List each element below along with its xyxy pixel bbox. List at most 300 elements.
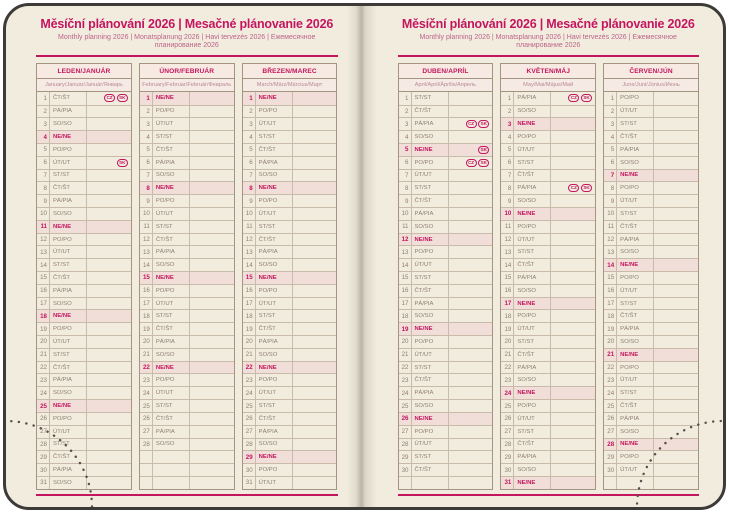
day-row: [604, 412, 698, 425]
day-row: [399, 92, 493, 105]
day-note-cell: [293, 400, 337, 412]
day-number: 7: [501, 170, 514, 182]
day-label: NE/NE: [153, 92, 190, 105]
day-number: 15: [37, 272, 50, 284]
day-label: PO/PO: [256, 464, 293, 476]
day-label: NE/NE: [514, 118, 551, 130]
day-label: SO/SO: [153, 439, 190, 451]
day-row: [37, 233, 131, 246]
day-label: PO/PO: [617, 92, 654, 105]
day-label: SO/SO: [256, 439, 293, 451]
day-note-cell: [87, 349, 131, 361]
day-label: NE/NE: [514, 208, 551, 220]
day-row: [37, 258, 131, 271]
day-note-cell: [449, 195, 493, 207]
day-note-cell: [190, 439, 234, 451]
day-number: 6: [604, 157, 617, 169]
day-label: NE/NE: [514, 477, 551, 489]
day-number: 5: [243, 144, 256, 156]
day-label: ÚT/UT: [153, 118, 190, 130]
day-number: 17: [243, 298, 256, 310]
day-row: [37, 130, 131, 143]
day-label: PO/PO: [256, 106, 293, 118]
day-note-cell: [551, 195, 595, 207]
day-number: 20: [604, 336, 617, 348]
day-label: SO/SO: [412, 221, 449, 233]
day-note-cell: [449, 221, 493, 233]
day-row: [243, 425, 337, 438]
day-row: [37, 309, 131, 322]
day-number: 27: [37, 426, 50, 438]
day-label: SO/SO: [617, 336, 654, 348]
day-number: 10: [399, 208, 412, 220]
day-number: 13: [243, 246, 256, 258]
day-row: [501, 245, 595, 258]
day-number: 24: [37, 387, 50, 399]
day-note-cell: [449, 464, 493, 476]
day-label: ÚT/UT: [514, 413, 551, 425]
day-row: [501, 373, 595, 386]
day-label: ST/ST: [50, 259, 87, 271]
month-table: [139, 63, 235, 490]
day-number: 26: [37, 413, 50, 425]
day-row: [399, 309, 493, 322]
day-label: PÁ/PIA: [50, 195, 87, 207]
day-label: ČT/ŠT: [50, 451, 87, 463]
day-label: SO/SO: [153, 170, 190, 182]
day-row: [243, 322, 337, 335]
day-label: NE/NE: [256, 362, 293, 374]
page-right: [371, 6, 724, 507]
day-row: [243, 220, 337, 233]
day-number: 14: [604, 259, 617, 271]
day-row: [604, 233, 698, 246]
day-label: ČT/ŠT: [50, 272, 87, 284]
holiday-badge-sk: SK: [581, 94, 592, 102]
day-label: PO/PO: [514, 221, 551, 233]
day-note-cell: [293, 272, 337, 284]
day-note-cell: [654, 477, 698, 489]
day-label: NE/NE: [153, 272, 190, 284]
day-number: 28: [243, 439, 256, 451]
day-row: [140, 412, 234, 425]
day-label: [617, 477, 654, 489]
day-row: [243, 438, 337, 451]
day-row: [140, 245, 234, 258]
day-row: [399, 438, 493, 451]
day-note-cell: [551, 336, 595, 348]
day-label: ÚT/UT: [412, 259, 449, 271]
day-note-cell: [293, 349, 337, 361]
day-number: 12: [140, 234, 153, 246]
day-note-cell: [293, 298, 337, 310]
day-row: [604, 348, 698, 361]
day-label: ÚT/UT: [514, 234, 551, 246]
day-number: 10: [501, 208, 514, 220]
day-number: 21: [604, 349, 617, 361]
day-label: ÚT/UT: [514, 323, 551, 335]
day-note-cell: [551, 374, 595, 386]
month-table: [398, 63, 494, 490]
day-note-cell: [654, 387, 698, 399]
day-row: [37, 92, 131, 105]
day-row: [501, 92, 595, 105]
months-row-left: [36, 63, 338, 490]
day-label: ST/ST: [412, 182, 449, 194]
day-note-cell: [654, 182, 698, 194]
day-number: 6: [399, 157, 412, 169]
day-label: PO/PO: [256, 374, 293, 386]
day-number: 24: [501, 387, 514, 399]
day-note-cell: [87, 323, 131, 335]
day-label: PO/PO: [514, 131, 551, 143]
day-note-cell: [87, 234, 131, 246]
day-note-cell: [551, 170, 595, 182]
day-note-cell: [449, 451, 493, 463]
day-note-cell: [449, 234, 493, 246]
day-note-cell: [190, 272, 234, 284]
day-label: ÚT/UT: [617, 195, 654, 207]
day-note-cell: [293, 118, 337, 130]
day-number: 17: [399, 298, 412, 310]
day-note-cell: [190, 157, 234, 169]
day-note-cell: [293, 131, 337, 143]
day-label: SO/SO: [412, 131, 449, 143]
day-row: [37, 156, 131, 169]
day-row: [604, 284, 698, 297]
day-note-cell: [190, 259, 234, 271]
day-row: [604, 181, 698, 194]
day-row: [243, 181, 337, 194]
day-note-cell: [87, 413, 131, 425]
day-note-cell: [87, 246, 131, 258]
day-label: ÚT/UT: [50, 157, 87, 169]
day-row: [399, 117, 493, 130]
day-note-cell: [293, 182, 337, 194]
day-label: ÚT/UT: [153, 208, 190, 220]
day-label: SO/SO: [514, 464, 551, 476]
day-number: 9: [399, 195, 412, 207]
day-note-cell: [551, 451, 595, 463]
day-note-cell: [654, 374, 698, 386]
holiday-badge-cz: CZ: [104, 94, 115, 102]
day-label: NE/NE: [153, 182, 190, 194]
day-row: [140, 220, 234, 233]
day-number: 29: [501, 451, 514, 463]
day-number: 25: [140, 400, 153, 412]
diary-spread: [3, 3, 726, 510]
day-row: [399, 476, 493, 489]
day-row: [604, 130, 698, 143]
day-number: 27: [399, 426, 412, 438]
day-row: [140, 117, 234, 130]
day-label: ÚT/UT: [617, 374, 654, 386]
day-row: [140, 335, 234, 348]
day-label: PÁ/PIA: [412, 208, 449, 220]
day-note-cell: [190, 374, 234, 386]
day-number: 24: [399, 387, 412, 399]
day-number: 8: [501, 182, 514, 194]
day-label: ST/ST: [617, 298, 654, 310]
day-number: 27: [140, 426, 153, 438]
day-note-cell: [654, 323, 698, 335]
day-note-cell: [190, 464, 234, 476]
day-row: [501, 309, 595, 322]
day-note-cell: [190, 413, 234, 425]
day-number: 20: [37, 336, 50, 348]
day-label: ST/ST: [256, 131, 293, 143]
day-note-cell: [551, 272, 595, 284]
day-note-cell: [449, 439, 493, 451]
day-note-cell: [190, 426, 234, 438]
day-note-cell: [449, 182, 493, 194]
day-label: ST/ST: [514, 336, 551, 348]
day-note-cell: [190, 92, 234, 105]
day-row: [604, 425, 698, 438]
day-row: [243, 335, 337, 348]
day-note-cell: [551, 439, 595, 451]
day-label: PO/PO: [514, 310, 551, 322]
day-note-cell: [87, 477, 131, 489]
day-label: ST/ST: [412, 362, 449, 374]
day-row: [604, 335, 698, 348]
day-row: [243, 361, 337, 374]
day-row: [501, 233, 595, 246]
day-note-cell: [87, 451, 131, 463]
day-number: 25: [243, 400, 256, 412]
day-label: PO/PO: [514, 400, 551, 412]
day-number: 23: [243, 374, 256, 386]
day-note-cell: [293, 374, 337, 386]
day-row: [501, 412, 595, 425]
day-label: PÁ/PIA: [617, 234, 654, 246]
day-label: PO/PO: [412, 336, 449, 348]
day-number: 30: [604, 464, 617, 476]
day-row: [501, 425, 595, 438]
day-note-cell: [551, 298, 595, 310]
day-note-cell: [449, 106, 493, 118]
day-row: [243, 386, 337, 399]
day-note-cell: [87, 221, 131, 233]
day-note-cell: [449, 323, 493, 335]
day-label: PÁ/PIA: [514, 362, 551, 374]
day-note-cell: [449, 272, 493, 284]
day-note-cell: [293, 208, 337, 220]
day-label: ČT/ŠT: [153, 144, 190, 156]
day-label: SO/SO: [256, 349, 293, 361]
day-row: [243, 169, 337, 182]
day-row: [140, 181, 234, 194]
day-row: [140, 194, 234, 207]
day-note-cell: [293, 362, 337, 374]
day-note-cell: [551, 400, 595, 412]
day-number: 30: [501, 464, 514, 476]
day-number: 8: [243, 182, 256, 194]
day-label: NE/NE: [256, 451, 293, 463]
day-number: 11: [140, 221, 153, 233]
day-number: 16: [501, 285, 514, 297]
day-label: NE/NE: [617, 170, 654, 182]
day-number: 3: [501, 118, 514, 130]
day-row: [243, 463, 337, 476]
day-note-cell: [551, 259, 595, 271]
day-note-cell: [551, 182, 595, 194]
day-number: 10: [604, 208, 617, 220]
day-number: 2: [399, 106, 412, 118]
day-note-cell: [654, 272, 698, 284]
day-label: ÚT/UT: [256, 118, 293, 130]
day-row: [399, 156, 493, 169]
day-label: PO/PO: [617, 451, 654, 463]
day-number: 11: [37, 221, 50, 233]
day-note-cell: [190, 387, 234, 399]
day-row: [243, 450, 337, 463]
day-row: [243, 284, 337, 297]
day-number: 30: [399, 464, 412, 476]
day-note-cell: [654, 336, 698, 348]
day-row: [399, 105, 493, 118]
day-row: [501, 284, 595, 297]
day-label: ČT/ŠT: [50, 182, 87, 194]
day-label: NE/NE: [50, 310, 87, 322]
day-label: PÁ/PIA: [256, 426, 293, 438]
day-number: 1: [140, 92, 153, 105]
day-number: 22: [140, 362, 153, 374]
day-number: 12: [243, 234, 256, 246]
day-note-cell: [190, 246, 234, 258]
day-row: [140, 92, 234, 105]
day-note-cell: [449, 131, 493, 143]
day-number: 4: [399, 131, 412, 143]
day-number: 16: [243, 285, 256, 297]
day-row: [140, 258, 234, 271]
day-note-cell: [551, 246, 595, 258]
day-row: [140, 309, 234, 322]
day-number: 4: [37, 131, 50, 143]
day-label: ČT/ŠT: [514, 439, 551, 451]
day-row: [37, 117, 131, 130]
day-note-cell: [190, 310, 234, 322]
day-note-cell: [551, 310, 595, 322]
day-row: [37, 348, 131, 361]
day-number: 15: [604, 272, 617, 284]
day-row: [604, 194, 698, 207]
day-number: 14: [140, 259, 153, 271]
day-note-cell: [190, 451, 234, 463]
day-row: [604, 169, 698, 182]
day-label: ÚT/UT: [617, 106, 654, 118]
day-number: 23: [604, 374, 617, 386]
day-number: 8: [604, 182, 617, 194]
day-note-cell: [293, 259, 337, 271]
day-row: [37, 450, 131, 463]
day-note-cell: [551, 106, 595, 118]
day-number: 2: [37, 106, 50, 118]
day-row: [604, 438, 698, 451]
day-label: [153, 477, 190, 489]
day-number: [399, 477, 412, 489]
day-row: [604, 143, 698, 156]
day-row: [37, 245, 131, 258]
day-row: [399, 233, 493, 246]
day-label: SO/SO: [514, 106, 551, 118]
day-number: 2: [501, 106, 514, 118]
day-label: NE/NE: [50, 221, 87, 233]
day-row: [37, 194, 131, 207]
day-row: [604, 309, 698, 322]
day-number: 22: [37, 362, 50, 374]
day-label: PÁ/PIA: [514, 272, 551, 284]
day-row: [604, 156, 698, 169]
day-note-cell: [293, 477, 337, 489]
day-note-cell: [293, 92, 337, 105]
day-row: [399, 348, 493, 361]
day-note-cell: [654, 426, 698, 438]
month-languages: April/April/Április/Апрель: [398, 79, 494, 92]
day-note-cell: [449, 170, 493, 182]
day-number: 7: [37, 170, 50, 182]
day-number: 7: [604, 170, 617, 182]
day-label: ST/ST: [412, 92, 449, 105]
day-label: PÁ/PIA: [514, 92, 551, 105]
day-label: ČT/ŠT: [412, 195, 449, 207]
day-number: 9: [243, 195, 256, 207]
day-number: 17: [140, 298, 153, 310]
day-number: 18: [140, 310, 153, 322]
day-note-cell: [293, 285, 337, 297]
month-name: BŘEZEN/MAREC: [242, 63, 338, 79]
day-number: [140, 464, 153, 476]
month-table: [36, 63, 132, 490]
day-row: [604, 450, 698, 463]
page-subtitle: Monthly planning 2026 | Monatsplanung 2026 | Havi tervezés 2026 | Ежемесячное планирование 2026: [58, 34, 316, 50]
day-label: ST/ST: [617, 208, 654, 220]
months-row-right: [398, 63, 700, 490]
day-number: 5: [501, 144, 514, 156]
day-label: ÚT/UT: [50, 426, 87, 438]
day-number: 31: [37, 477, 50, 489]
day-number: 11: [243, 221, 256, 233]
day-label: PO/PO: [153, 285, 190, 297]
day-label: ÚT/UT: [256, 387, 293, 399]
day-note-cell: [654, 234, 698, 246]
day-label: PÁ/PIA: [617, 323, 654, 335]
day-number: 28: [399, 439, 412, 451]
holiday-badge-sk: SK: [478, 146, 489, 154]
day-label: SO/SO: [412, 400, 449, 412]
day-row: [399, 450, 493, 463]
day-number: 18: [399, 310, 412, 322]
day-label: NE/NE: [50, 131, 87, 143]
day-number: 3: [140, 118, 153, 130]
day-note-cell: [87, 362, 131, 374]
day-note-cell: [551, 208, 595, 220]
day-number: 31: [501, 477, 514, 489]
day-number: 2: [140, 106, 153, 118]
day-row: [37, 438, 131, 451]
day-row: [604, 117, 698, 130]
day-row: [140, 348, 234, 361]
day-number: 25: [501, 400, 514, 412]
day-number: 29: [37, 451, 50, 463]
day-row: [399, 297, 493, 310]
day-row: [399, 169, 493, 182]
day-label: ÚT/UT: [256, 298, 293, 310]
day-row: [140, 476, 234, 489]
day-note-cell: [551, 285, 595, 297]
day-note-cell: [87, 259, 131, 271]
day-note-cell: [87, 285, 131, 297]
